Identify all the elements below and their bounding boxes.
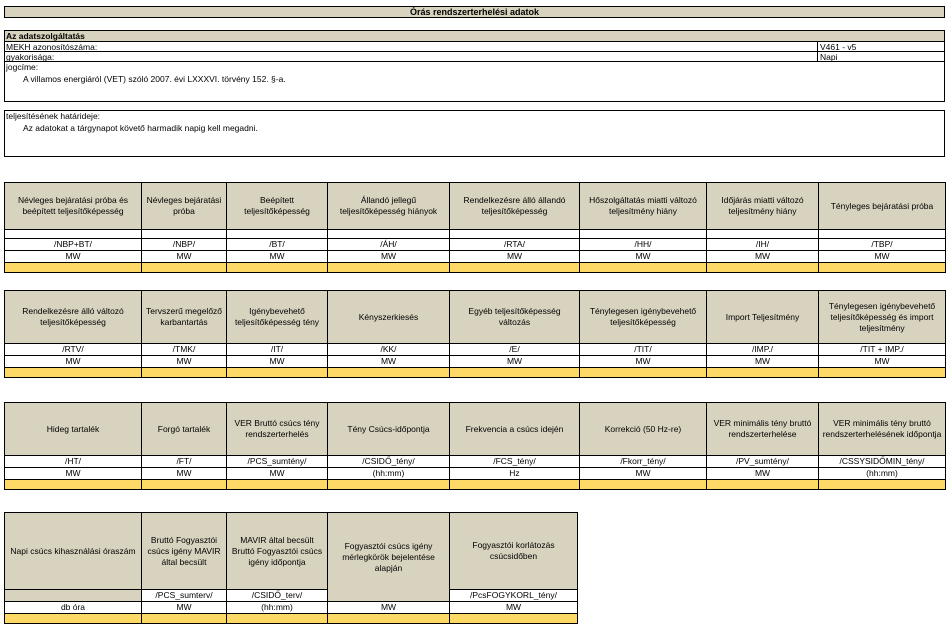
table2-value-cell[interactable]: [580, 368, 707, 378]
table2-unit: MW: [328, 356, 450, 368]
table2-code: /E/: [450, 344, 580, 356]
table4-unit: db óra: [5, 602, 142, 614]
table1-unit: MW: [580, 251, 707, 263]
table2-value-cell[interactable]: [328, 368, 450, 378]
table4-unit: MW: [450, 602, 578, 614]
table1-header: Névleges bejáratási próba és beépített teljesítőképesség: [5, 183, 142, 230]
table1-code: /IH/: [707, 239, 819, 251]
table3-code: /FCS_tény/: [450, 456, 580, 468]
table3-value-cell[interactable]: [227, 480, 328, 490]
table4-header: Napi csúcs kihasználási óraszám: [5, 513, 142, 590]
table1-code: /ÁH/: [328, 239, 450, 251]
table4-header: Bruttó Fogyasztói csúcs igény MAVIR által becsült: [142, 513, 227, 590]
table4-unit: (hh:mm): [227, 602, 328, 614]
table1-code: /BT/: [227, 239, 328, 251]
table3-header: Hideg tartalék: [5, 403, 142, 456]
table2-unit: MW: [227, 356, 328, 368]
service-deadline-text: [4, 110, 945, 157]
table1-code: /RTA/: [450, 239, 580, 251]
table3-value-cell[interactable]: [142, 480, 227, 490]
table1-unit: MW: [5, 251, 142, 263]
table1-value-cell[interactable]: [450, 263, 580, 273]
table3-unit: MW: [580, 468, 707, 480]
table3-code: /CSIDŐ_tény/: [328, 456, 450, 468]
table1-header: Hőszolgáltatás miatti változó teljesítmény hiány: [580, 183, 707, 230]
table1-value-cell[interactable]: [227, 263, 328, 273]
table3-header: VER minimális tény bruttó rendszerterhelése: [707, 403, 819, 456]
table4-header: Fogyasztói korlátozás csúcsidőben: [450, 513, 578, 590]
table3-unit: MW: [707, 468, 819, 480]
table2-unit: MW: [142, 356, 227, 368]
table1-value-cell[interactable]: [819, 263, 946, 273]
table2-value-cell[interactable]: [142, 368, 227, 378]
table1-value-cell[interactable]: [142, 263, 227, 273]
table2-code: /TMK/: [142, 344, 227, 356]
table4-header: MAVIR által becsült Bruttó Fogyasztói csúcs igény időpontja: [227, 513, 328, 590]
table1-code: /TBP/: [819, 239, 946, 251]
table1-unit: MW: [450, 251, 580, 263]
service-frequency-row: [4, 52, 945, 62]
table3-code: /CSSYSIDŐMIN_tény/: [819, 456, 946, 468]
table3-code: /PCS_sumtény/: [227, 456, 328, 468]
table4-value-cell[interactable]: [142, 614, 227, 624]
table4-value-cell[interactable]: [227, 614, 328, 624]
table1-code: /NBP+BT/: [5, 239, 142, 251]
service-frequency-value: Napi: [817, 52, 837, 61]
table4-value-cell[interactable]: [328, 614, 450, 624]
data-table-3: [4, 402, 946, 490]
table2-value-cell[interactable]: [819, 368, 946, 378]
data-table-1: [4, 182, 946, 273]
table2-header: Kényszerkiesés: [328, 291, 450, 344]
data-table-4: [4, 512, 578, 624]
table3-value-cell[interactable]: [707, 480, 819, 490]
table3-header: Tény Csúcs-időpontja: [328, 403, 450, 456]
table2-header: Egyéb teljesítőképesség változás: [450, 291, 580, 344]
table3-unit: (hh:mm): [328, 468, 450, 480]
service-legal-text: A villamos energiáról (VET) szóló 2007. évi LXXXVI. törvény 152. §-a.: [4, 72, 945, 102]
table3-unit: (hh:mm): [819, 468, 946, 480]
table4-header: Fogyasztói csúcs igény mérlegkörök bejelentése alapján: [328, 513, 450, 602]
table4-code: /CSIDŐ_terv/: [227, 590, 328, 602]
table3-unit: MW: [142, 468, 227, 480]
table2-unit: MW: [450, 356, 580, 368]
page-title: Órás rendszerterhelési adatok: [4, 6, 945, 18]
table3-value-cell[interactable]: [580, 480, 707, 490]
table1-unit: MW: [328, 251, 450, 263]
table3-header: Forgó tartalék: [142, 403, 227, 456]
service-legal-label: jogcíme:: [6, 62, 39, 72]
table2-header: Ténylegesen igénybevehető teljesítőképesség és import teljesítmény: [819, 291, 946, 344]
table2-header: Rendelkezésre álló változó teljesítőképesség: [5, 291, 142, 344]
data-table-2: [4, 290, 946, 378]
table2-unit: MW: [580, 356, 707, 368]
table4-code: [5, 590, 142, 602]
table4-unit: MW: [142, 602, 227, 614]
table1-value-cell[interactable]: [328, 263, 450, 273]
table3-unit: Hz: [450, 468, 580, 480]
table2-code: /RTV/: [5, 344, 142, 356]
service-id-row: [4, 42, 945, 52]
table3-value-cell[interactable]: [819, 480, 946, 490]
table3-value-cell[interactable]: [328, 480, 450, 490]
service-legal-row: [4, 62, 945, 72]
service-frequency-label: gyakorisága:: [6, 52, 55, 62]
table1-value-cell[interactable]: [580, 263, 707, 273]
table2-code: /IMP./: [707, 344, 819, 356]
table4-code: /PCS_sumterv/: [142, 590, 227, 602]
table1-header: Rendelkezésre álló állandó teljesítőképesség: [450, 183, 580, 230]
table3-code: /Fkorr_tény/: [580, 456, 707, 468]
table3-header: Frekvencia a csúcs idején: [450, 403, 580, 456]
table1-unit: MW: [707, 251, 819, 263]
service-deadline-label-text: teljesítésének határideje:: [6, 111, 101, 121]
table2-code: /TIT + IMP./: [819, 344, 946, 356]
table2-code: /IT/: [227, 344, 328, 356]
table3-header: VER Bruttó csúcs tény rendszerterhelés: [227, 403, 328, 456]
table1-code: /HH/: [580, 239, 707, 251]
table2-unit: MW: [819, 356, 946, 368]
table1-value-cell[interactable]: [5, 263, 142, 273]
service-id-value: V461 - v5: [817, 42, 856, 51]
table2-code: /TIT/: [580, 344, 707, 356]
table3-unit: MW: [227, 468, 328, 480]
table1-header: Időjárás miatti változó teljesítmény hiány: [707, 183, 819, 230]
table3-value-cell[interactable]: [5, 480, 142, 490]
table3-code: /PV_sumtény/: [707, 456, 819, 468]
table1-value-cell[interactable]: [707, 263, 819, 273]
service-id-label: MEKH azonosítószáma:: [6, 42, 98, 52]
table2-unit: MW: [5, 356, 142, 368]
table4-value-cell[interactable]: [450, 614, 578, 624]
table2-value-cell[interactable]: [707, 368, 819, 378]
table2-header: Igénybevehető teljesítőképesség tény: [227, 291, 328, 344]
table2-header: Ténylegesen igénybevehető teljesítőképesség: [580, 291, 707, 344]
table2-header: Import Teljesítmény: [707, 291, 819, 344]
table4-value-cell[interactable]: [5, 614, 142, 624]
service-deadline-sentence: Az adatokat a tárgynapot követő harmadik napig kell megadni.: [23, 123, 258, 133]
table3-value-cell[interactable]: [450, 480, 580, 490]
table3-unit: MW: [5, 468, 142, 480]
table2-value-cell[interactable]: [5, 368, 142, 378]
table2-code: /KK/: [328, 344, 450, 356]
table1-unit: MW: [227, 251, 328, 263]
table1-header: Névleges bejáratási próba: [142, 183, 227, 230]
table1-header: Beépített teljesítőképesség: [227, 183, 328, 230]
table2-value-cell[interactable]: [227, 368, 328, 378]
table3-code: /HT/: [5, 456, 142, 468]
table2-header: Tervszerű megelőző karbantartás: [142, 291, 227, 344]
table1-code: /NBP/: [142, 239, 227, 251]
table1-unit: MW: [819, 251, 946, 263]
table2-unit: MW: [707, 356, 819, 368]
table1-header: Tényleges bejáratási próba: [819, 183, 946, 230]
table3-header: Korrekció (50 Hz-re): [580, 403, 707, 456]
table1-unit: MW: [142, 251, 227, 263]
table1-header: Állandó jellegű teljesítőképesség hiányok: [328, 183, 450, 230]
table4-unit: MW: [328, 602, 450, 614]
table2-value-cell[interactable]: [450, 368, 580, 378]
table4-code: /PcsFOGYKORL_tény/: [450, 590, 578, 602]
table3-header: VER minimális tény bruttó rendszerterhelésének időpontja: [819, 403, 946, 456]
service-heading: Az adatszolgáltatás: [4, 30, 945, 42]
table3-code: /FT/: [142, 456, 227, 468]
